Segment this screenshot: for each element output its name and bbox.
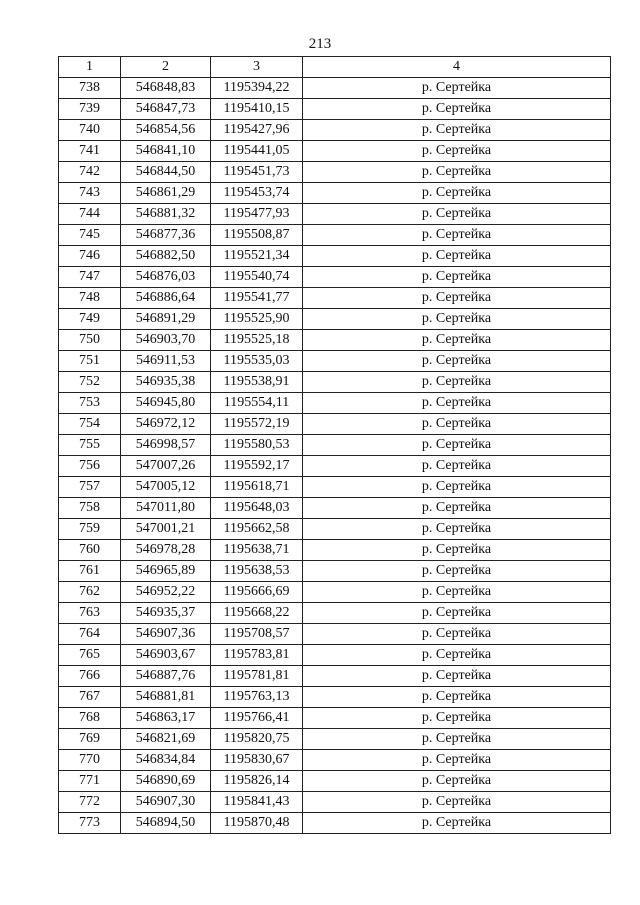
description-cell: р. Сертейка: [303, 414, 611, 435]
table-row: [59, 78, 611, 99]
y-coordinate-cell: 1195826,14: [211, 771, 303, 792]
point-number-cell: 742: [59, 162, 121, 183]
description-cell: р. Сертейка: [303, 162, 611, 183]
y-coordinate-cell: 1195666,69: [211, 582, 303, 603]
y-coordinate-cell: 1195592,17: [211, 456, 303, 477]
point-number-cell: 765: [59, 645, 121, 666]
header-cell-3: 3: [211, 57, 303, 78]
x-coordinate-cell: 546952,22: [121, 582, 211, 603]
x-coordinate-cell: 546847,73: [121, 99, 211, 120]
point-number-cell: 753: [59, 393, 121, 414]
point-number-cell: 759: [59, 519, 121, 540]
point-number-cell: 744: [59, 204, 121, 225]
x-coordinate-cell: 546972,12: [121, 414, 211, 435]
description-cell: р. Сертейка: [303, 99, 611, 120]
table-row: [59, 792, 611, 813]
point-number-cell: 758: [59, 498, 121, 519]
description-cell: р. Сертейка: [303, 351, 611, 372]
table-row: [59, 582, 611, 603]
point-number-cell: 771: [59, 771, 121, 792]
x-coordinate-cell: 546881,32: [121, 204, 211, 225]
y-coordinate-cell: 1195662,58: [211, 519, 303, 540]
y-coordinate-cell: 1195554,11: [211, 393, 303, 414]
y-coordinate-cell: 1195535,03: [211, 351, 303, 372]
table-row: [59, 99, 611, 120]
y-coordinate-cell: 1195541,77: [211, 288, 303, 309]
y-coordinate-cell: 1195763,13: [211, 687, 303, 708]
x-coordinate-cell: 546903,70: [121, 330, 211, 351]
table-row: [59, 414, 611, 435]
description-cell: р. Сертейка: [303, 225, 611, 246]
y-coordinate-cell: 1195708,57: [211, 624, 303, 645]
point-number-cell: 756: [59, 456, 121, 477]
x-coordinate-cell: 547007,26: [121, 456, 211, 477]
description-cell: р. Сертейка: [303, 183, 611, 204]
description-cell: р. Сертейка: [303, 435, 611, 456]
description-cell: р. Сертейка: [303, 645, 611, 666]
point-number-cell: 745: [59, 225, 121, 246]
point-number-cell: 768: [59, 708, 121, 729]
x-coordinate-cell: 547011,80: [121, 498, 211, 519]
x-coordinate-cell: 547005,12: [121, 477, 211, 498]
description-cell: р. Сертейка: [303, 204, 611, 225]
point-number-cell: 761: [59, 561, 121, 582]
table-row: [59, 498, 611, 519]
y-coordinate-cell: 1195870,48: [211, 813, 303, 834]
description-cell: р. Сертейка: [303, 624, 611, 645]
table-row: [59, 771, 611, 792]
table-row: [59, 183, 611, 204]
y-coordinate-cell: 1195618,71: [211, 477, 303, 498]
description-cell: р. Сертейка: [303, 372, 611, 393]
description-cell: р. Сертейка: [303, 477, 611, 498]
y-coordinate-cell: 1195394,22: [211, 78, 303, 99]
table-row: [59, 120, 611, 141]
table-row: [59, 666, 611, 687]
description-cell: р. Сертейка: [303, 540, 611, 561]
header-cell-2: 2: [121, 57, 211, 78]
point-number-cell: 741: [59, 141, 121, 162]
description-cell: р. Сертейка: [303, 519, 611, 540]
table-row: [59, 456, 611, 477]
point-number-cell: 746: [59, 246, 121, 267]
description-cell: р. Сертейка: [303, 330, 611, 351]
y-coordinate-cell: 1195841,43: [211, 792, 303, 813]
x-coordinate-cell: 546881,81: [121, 687, 211, 708]
x-coordinate-cell: 546821,69: [121, 729, 211, 750]
point-number-cell: 743: [59, 183, 121, 204]
y-coordinate-cell: 1195668,22: [211, 603, 303, 624]
y-coordinate-cell: 1195540,74: [211, 267, 303, 288]
point-number-cell: 764: [59, 624, 121, 645]
y-coordinate-cell: 1195477,93: [211, 204, 303, 225]
y-coordinate-cell: 1195783,81: [211, 645, 303, 666]
table-row: [59, 246, 611, 267]
y-coordinate-cell: 1195521,34: [211, 246, 303, 267]
description-cell: р. Сертейка: [303, 729, 611, 750]
point-number-cell: 747: [59, 267, 121, 288]
x-coordinate-cell: 546854,56: [121, 120, 211, 141]
point-number-cell: 770: [59, 750, 121, 771]
table-row: [59, 477, 611, 498]
y-coordinate-cell: 1195830,67: [211, 750, 303, 771]
description-cell: р. Сертейка: [303, 561, 611, 582]
table-row: [59, 540, 611, 561]
point-number-cell: 766: [59, 666, 121, 687]
table-row: [59, 519, 611, 540]
table-row: [59, 435, 611, 456]
x-coordinate-cell: 546882,50: [121, 246, 211, 267]
point-number-cell: 739: [59, 99, 121, 120]
x-coordinate-cell: 546861,29: [121, 183, 211, 204]
description-cell: р. Сертейка: [303, 120, 611, 141]
table-row: [59, 204, 611, 225]
x-coordinate-cell: 546891,29: [121, 309, 211, 330]
y-coordinate-cell: 1195648,03: [211, 498, 303, 519]
table-row: [59, 225, 611, 246]
header-cell-1: 1: [59, 57, 121, 78]
table-row: [59, 813, 611, 834]
y-coordinate-cell: 1195525,90: [211, 309, 303, 330]
x-coordinate-cell: 546978,28: [121, 540, 211, 561]
table-row: [59, 288, 611, 309]
y-coordinate-cell: 1195781,81: [211, 666, 303, 687]
description-cell: р. Сертейка: [303, 267, 611, 288]
point-number-cell: 769: [59, 729, 121, 750]
x-coordinate-cell: 547001,21: [121, 519, 211, 540]
x-coordinate-cell: 546935,38: [121, 372, 211, 393]
table-row: [59, 162, 611, 183]
description-cell: р. Сертейка: [303, 498, 611, 519]
point-number-cell: 760: [59, 540, 121, 561]
description-cell: р. Сертейка: [303, 393, 611, 414]
point-number-cell: 757: [59, 477, 121, 498]
point-number-cell: 773: [59, 813, 121, 834]
description-cell: р. Сертейка: [303, 456, 611, 477]
table-row: [59, 372, 611, 393]
page-number: 213: [308, 36, 332, 52]
description-cell: р. Сертейка: [303, 666, 611, 687]
table-row: [59, 561, 611, 582]
point-number-cell: 762: [59, 582, 121, 603]
description-cell: р. Сертейка: [303, 708, 611, 729]
x-coordinate-cell: 546935,37: [121, 603, 211, 624]
x-coordinate-cell: 546848,83: [121, 78, 211, 99]
point-number-cell: 751: [59, 351, 121, 372]
x-coordinate-cell: 546887,76: [121, 666, 211, 687]
description-cell: р. Сертейка: [303, 603, 611, 624]
description-cell: р. Сертейка: [303, 582, 611, 603]
table-row: [59, 267, 611, 288]
y-coordinate-cell: 1195572,19: [211, 414, 303, 435]
point-number-cell: 749: [59, 309, 121, 330]
point-number-cell: 772: [59, 792, 121, 813]
table-row: [59, 309, 611, 330]
y-coordinate-cell: 1195451,73: [211, 162, 303, 183]
table-row: [59, 330, 611, 351]
point-number-cell: 750: [59, 330, 121, 351]
y-coordinate-cell: 1195525,18: [211, 330, 303, 351]
description-cell: р. Сертейка: [303, 792, 611, 813]
x-coordinate-cell: 546894,50: [121, 813, 211, 834]
description-cell: р. Сертейка: [303, 771, 611, 792]
y-coordinate-cell: 1195453,74: [211, 183, 303, 204]
header-cell-4: 4: [303, 57, 611, 78]
x-coordinate-cell: 546844,50: [121, 162, 211, 183]
point-number-cell: 752: [59, 372, 121, 393]
x-coordinate-cell: 546834,84: [121, 750, 211, 771]
table-row: [59, 729, 611, 750]
x-coordinate-cell: 546998,57: [121, 435, 211, 456]
y-coordinate-cell: 1195820,75: [211, 729, 303, 750]
x-coordinate-cell: 546907,36: [121, 624, 211, 645]
table-row: [59, 750, 611, 771]
table-row: [59, 141, 611, 162]
x-coordinate-cell: 546876,03: [121, 267, 211, 288]
table-body: [59, 78, 611, 834]
description-cell: р. Сертейка: [303, 141, 611, 162]
point-number-cell: 755: [59, 435, 121, 456]
y-coordinate-cell: 1195766,41: [211, 708, 303, 729]
description-cell: р. Сертейка: [303, 309, 611, 330]
y-coordinate-cell: 1195508,87: [211, 225, 303, 246]
x-coordinate-cell: 546903,67: [121, 645, 211, 666]
description-cell: р. Сертейка: [303, 288, 611, 309]
table-row: [59, 624, 611, 645]
point-number-cell: 740: [59, 120, 121, 141]
y-coordinate-cell: 1195538,91: [211, 372, 303, 393]
table-row: [59, 393, 611, 414]
x-coordinate-cell: 546890,69: [121, 771, 211, 792]
description-cell: р. Сертейка: [303, 78, 611, 99]
table-row: [59, 645, 611, 666]
coordinates-table: [58, 56, 611, 834]
point-number-cell: 738: [59, 78, 121, 99]
x-coordinate-cell: 546886,64: [121, 288, 211, 309]
x-coordinate-cell: 546841,10: [121, 141, 211, 162]
point-number-cell: 763: [59, 603, 121, 624]
x-coordinate-cell: 546877,36: [121, 225, 211, 246]
y-coordinate-cell: 1195410,15: [211, 99, 303, 120]
header-row: [59, 57, 611, 78]
description-cell: р. Сертейка: [303, 687, 611, 708]
table-row: [59, 687, 611, 708]
x-coordinate-cell: 546965,89: [121, 561, 211, 582]
y-coordinate-cell: 1195441,05: [211, 141, 303, 162]
x-coordinate-cell: 546863,17: [121, 708, 211, 729]
point-number-cell: 767: [59, 687, 121, 708]
x-coordinate-cell: 546945,80: [121, 393, 211, 414]
y-coordinate-cell: 1195427,96: [211, 120, 303, 141]
point-number-cell: 754: [59, 414, 121, 435]
y-coordinate-cell: 1195580,53: [211, 435, 303, 456]
x-coordinate-cell: 546911,53: [121, 351, 211, 372]
description-cell: р. Сертейка: [303, 246, 611, 267]
table-row: [59, 603, 611, 624]
y-coordinate-cell: 1195638,71: [211, 540, 303, 561]
table-row: [59, 351, 611, 372]
x-coordinate-cell: 546907,30: [121, 792, 211, 813]
y-coordinate-cell: 1195638,53: [211, 561, 303, 582]
point-number-cell: 748: [59, 288, 121, 309]
description-cell: р. Сертейка: [303, 813, 611, 834]
description-cell: р. Сертейка: [303, 750, 611, 771]
table-row: [59, 708, 611, 729]
